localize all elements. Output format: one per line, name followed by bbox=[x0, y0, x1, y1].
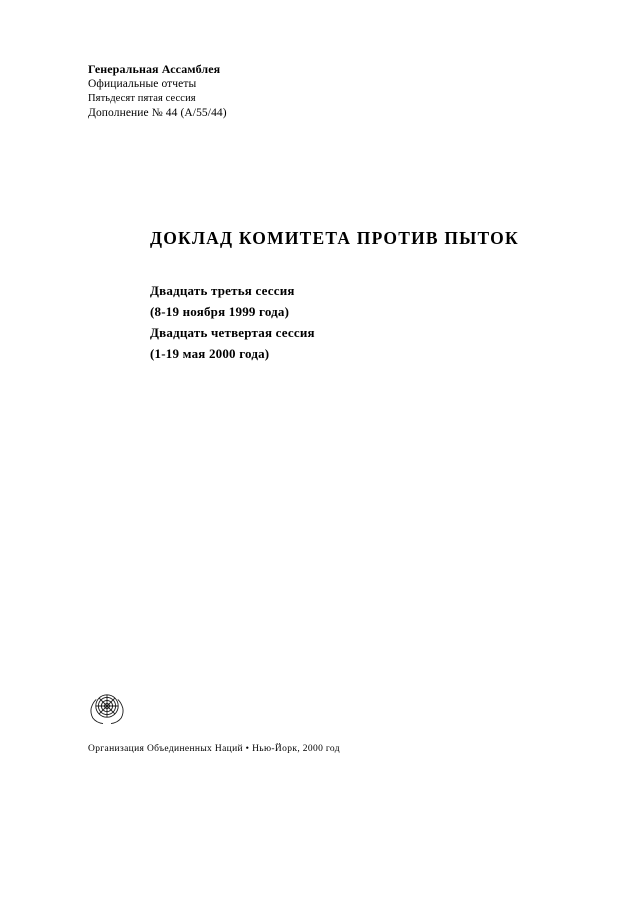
page-title: ДОКЛАД КОМИТЕТА ПРОТИВ ПЫТОК bbox=[150, 228, 519, 248]
masthead bbox=[88, 62, 227, 120]
session-line-4: (1-19 мая 2000 года) bbox=[150, 346, 270, 362]
imprint-line: Организация Объединенных Наций • Нью-Йорк, 2000 год bbox=[88, 744, 340, 754]
session-line-3: Двадцать четвертая сессия bbox=[150, 325, 315, 341]
masthead-series: Официальные отчеты bbox=[88, 78, 197, 91]
masthead-session: Пятьдесят пятая сессия bbox=[88, 93, 196, 105]
masthead-supplement: Дополнение № 44 (A/55/44) bbox=[88, 106, 227, 119]
session-line-2: (8-19 ноября 1999 года) bbox=[150, 304, 290, 320]
masthead-organ: Генеральная Ассамблея bbox=[88, 62, 221, 76]
un-emblem-icon bbox=[88, 688, 126, 726]
session-line-1: Двадцать третья сессия bbox=[150, 283, 295, 298]
session-list bbox=[150, 280, 315, 364]
